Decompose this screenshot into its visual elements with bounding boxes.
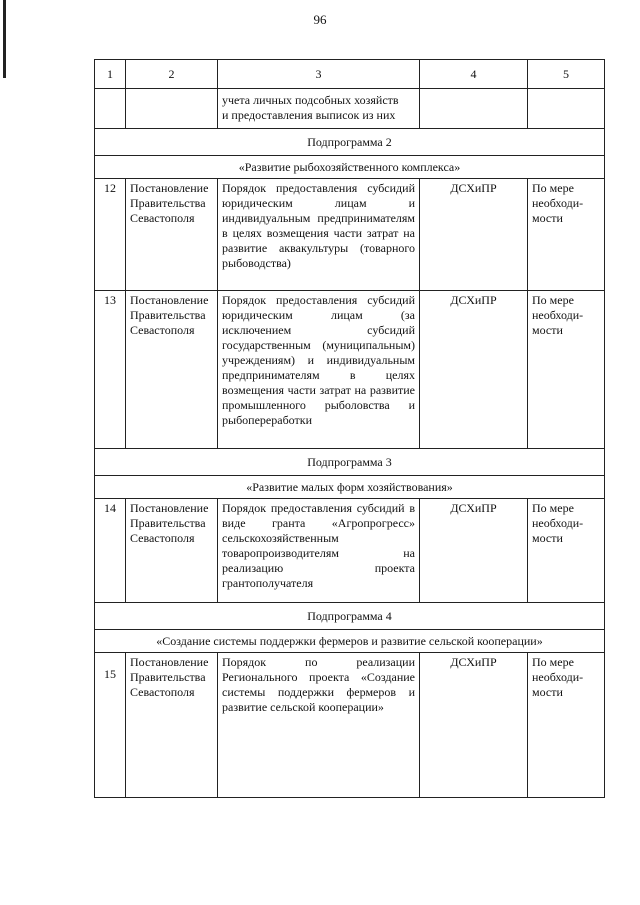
subprogram-label: Подпрограмма 3 <box>95 449 605 476</box>
cell-term: По мере необходи- мости <box>528 291 605 449</box>
cell-name: Порядок по реализации Регионального проекта «Создание системы поддержки фермеров и развитие сельской кооперации» <box>218 653 420 798</box>
cell-name: Порядок предоставления субсидий юридическим лицам (за исключением субсидий государственным (муниципальным) учреждениям) и индивидуальным предпринимателям в целях возмещения части затрат на развитие промышленного рыболовства и рыбопереработки <box>218 291 420 449</box>
cell-num <box>95 89 126 129</box>
subprogram-title: «Развитие малых форм хозяйствования» <box>95 476 605 499</box>
cell-num: 14 <box>95 499 126 603</box>
cell-doc-type: Постановление Правительства Севастополя <box>126 653 218 798</box>
subprogram-title: «Создание системы поддержки фермеров и развитие сельской кооперации» <box>95 630 605 653</box>
header-col-1: 1 <box>95 60 126 89</box>
cell-doc-type: Постановление Правительства Севастополя <box>126 499 218 603</box>
cell-executor: ДСХиПР <box>420 291 528 449</box>
page-number: 96 <box>313 12 327 27</box>
subprogram-label-row <box>95 129 605 156</box>
header-col-5: 5 <box>528 60 605 89</box>
subprogram-title-row <box>95 156 605 179</box>
subprogram-title-row <box>95 630 605 653</box>
cell-executor: ДСХиПР <box>420 499 528 603</box>
document-table <box>94 59 605 798</box>
cell-term: По мере необходи- мости <box>528 179 605 291</box>
header-col-4: 4 <box>420 60 528 89</box>
cell-name: Порядок предоставления субсидий в виде гранта «Агропрогресс» сельскохозяйственным товаропроизводителям на реализацию проекта грантополучателя <box>218 499 420 603</box>
subprogram-label: Подпрограмма 2 <box>95 129 605 156</box>
table-header-row <box>95 60 605 89</box>
cell-executor: ДСХиПР <box>420 179 528 291</box>
header-col-3: 3 <box>218 60 420 89</box>
cell-executor <box>420 89 528 129</box>
cell-num: 12 <box>95 179 126 291</box>
subprogram-title: «Развитие рыбохозяйственного комплекса» <box>95 156 605 179</box>
cell-term: По мере необходи- мости <box>528 499 605 603</box>
subprogram-title-row <box>95 476 605 499</box>
subprogram-label: Подпрограмма 4 <box>95 603 605 630</box>
subprogram-label-row <box>95 603 605 630</box>
cell-term <box>528 89 605 129</box>
header-col-2: 2 <box>126 60 218 89</box>
cell-num: 15 <box>95 653 126 798</box>
subprogram-label-row <box>95 449 605 476</box>
cell-name: учета личных подсобных хозяйств и предоставления выписок из них <box>218 89 420 129</box>
cell-doc-type: Постановление Правительства Севастополя <box>126 291 218 449</box>
cell-term: По мере необходи- мости <box>528 653 605 798</box>
cell-doc-type: Постановление Правительства Севастополя <box>126 179 218 291</box>
cell-num: 13 <box>95 291 126 449</box>
cell-doc-type <box>126 89 218 129</box>
table-row <box>95 179 605 291</box>
cell-name: Порядок предоставления субсидий юридическим лицам и индивидуальным предпринимателям в целях возмещения части затрат на развитие аквакультуры (товарного рыбоводства) <box>218 179 420 291</box>
cell-executor: ДСХиПР <box>420 653 528 798</box>
table-row <box>95 499 605 603</box>
table-row <box>95 653 605 798</box>
table-row <box>95 291 605 449</box>
table-row-continuation <box>95 89 605 129</box>
